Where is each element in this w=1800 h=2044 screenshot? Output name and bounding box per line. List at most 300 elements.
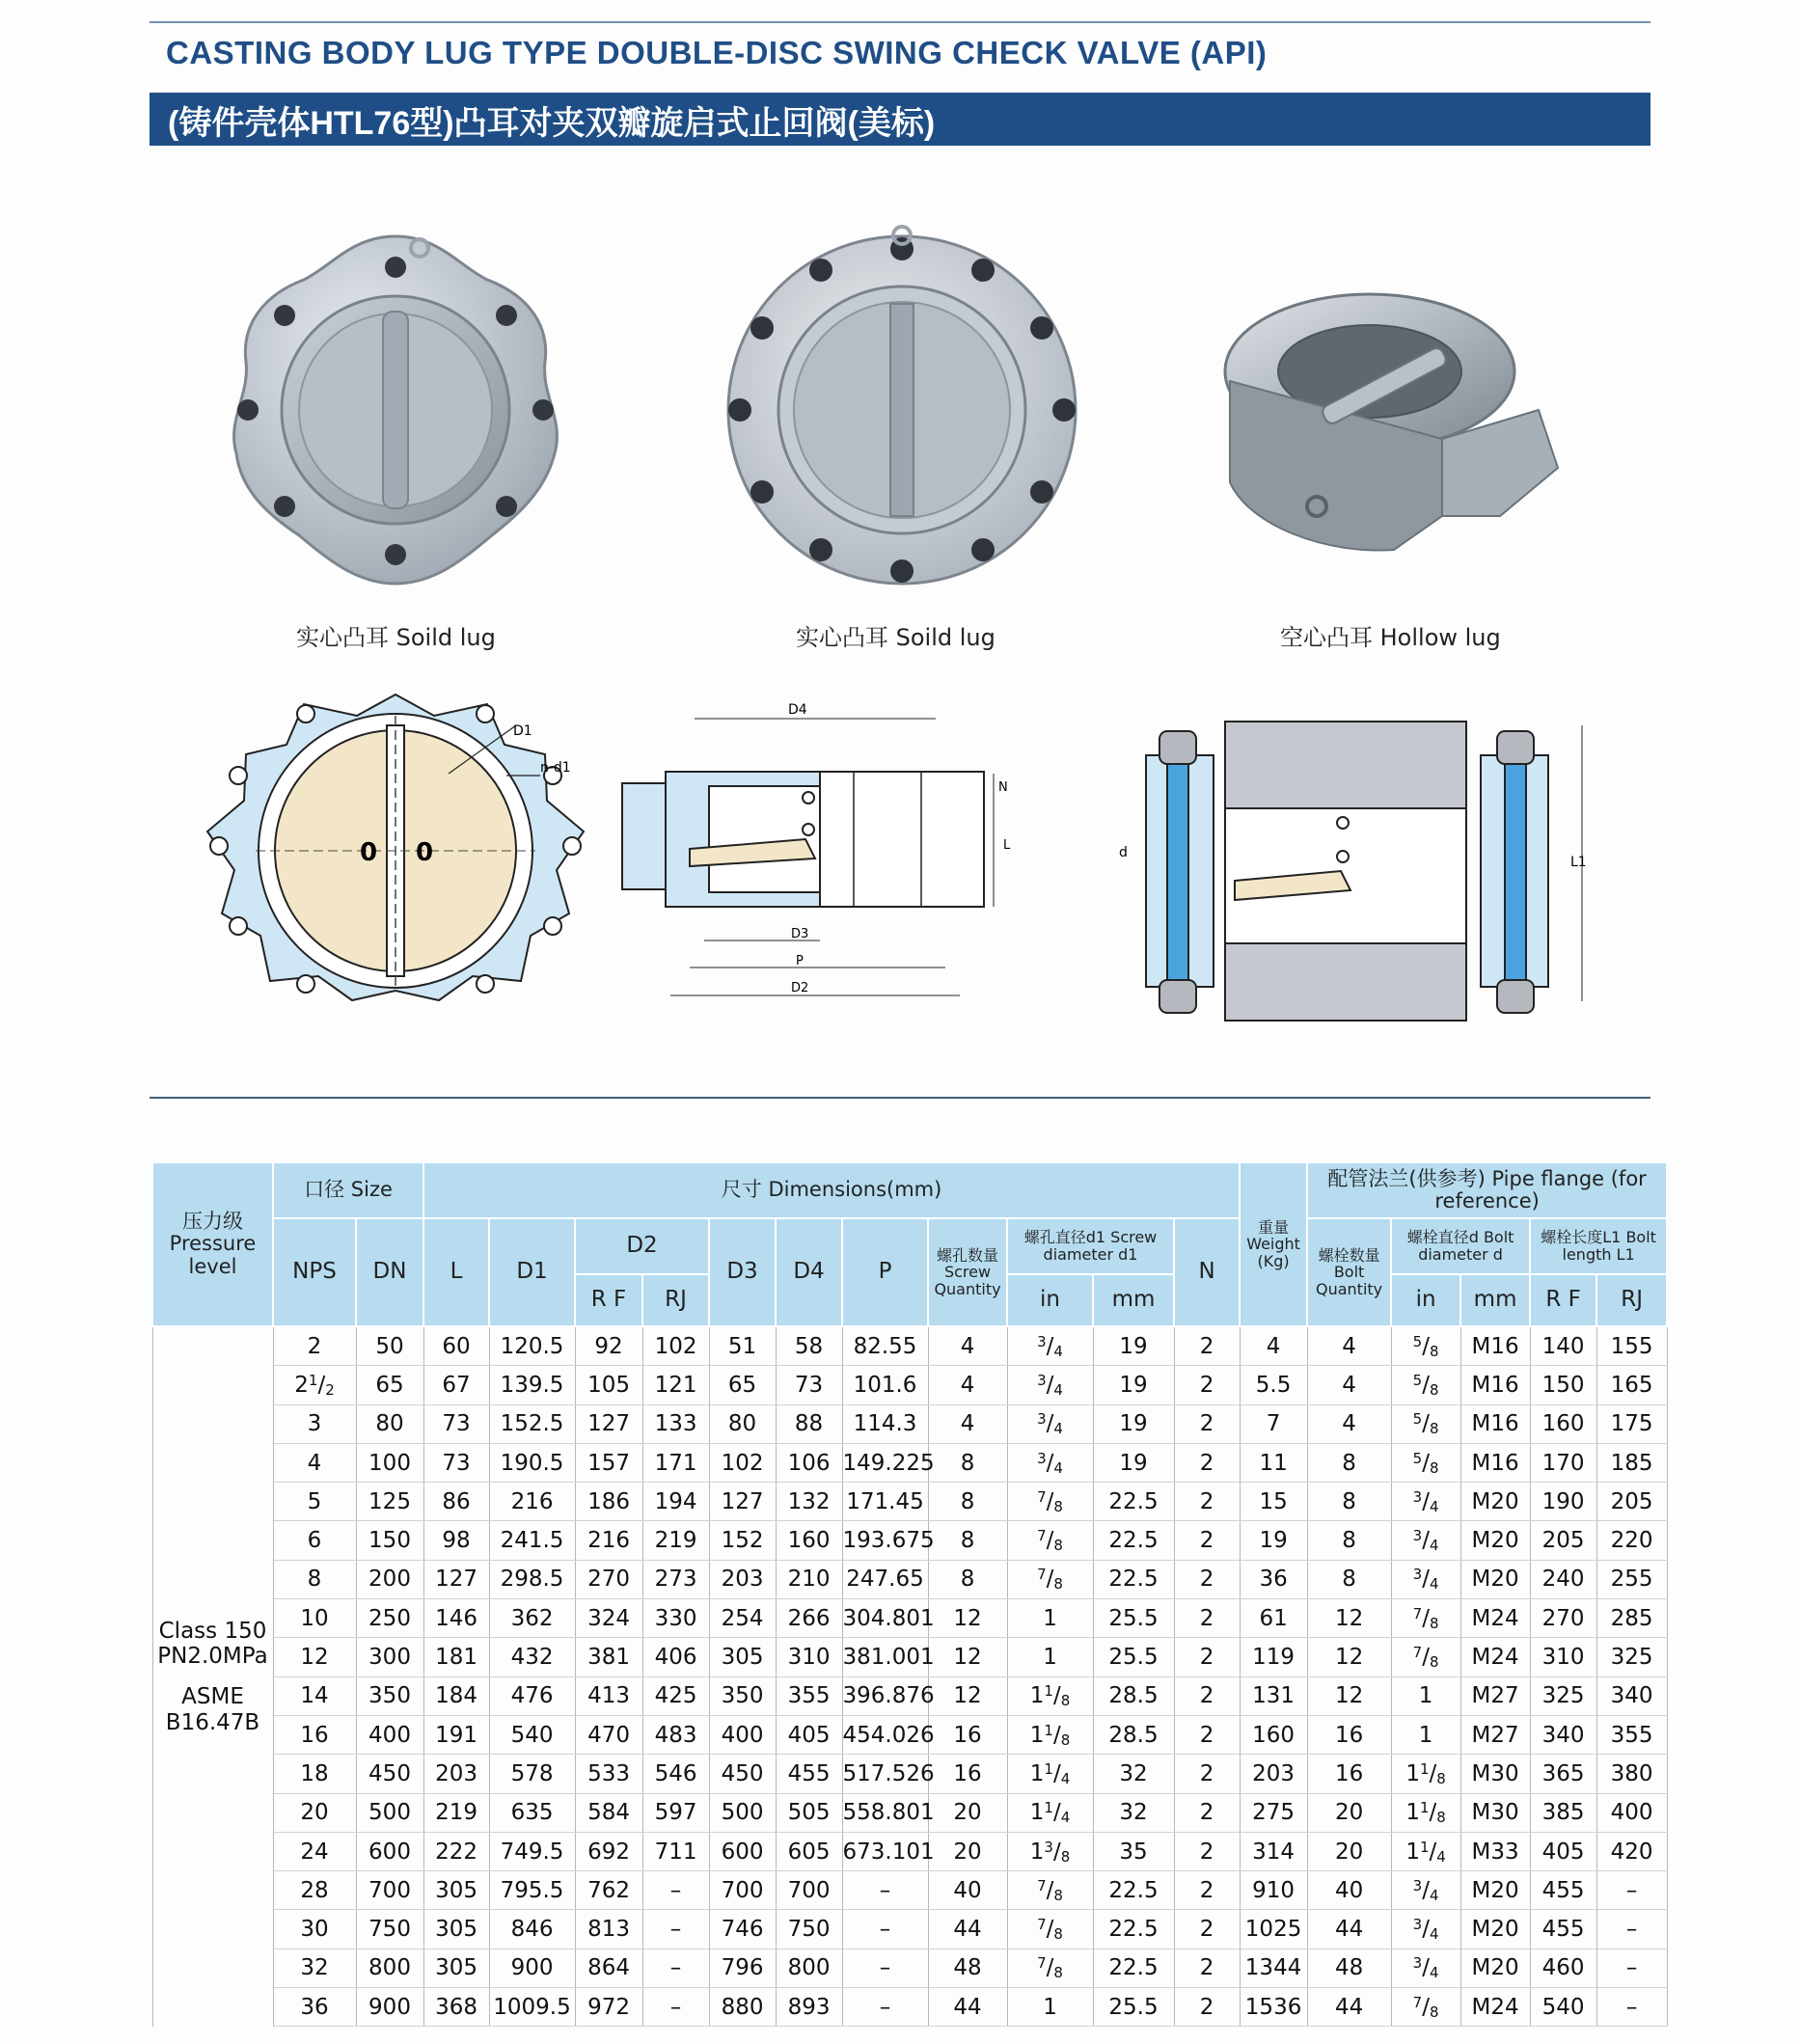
cell-d1: 476 xyxy=(489,1676,575,1715)
solid-lug-valve-photo xyxy=(217,227,574,593)
cell-bmm: M30 xyxy=(1460,1755,1530,1793)
table-row xyxy=(152,1715,1667,1754)
cell-p: – xyxy=(842,1949,928,1987)
cell-nps: 8 xyxy=(273,1560,356,1598)
section-divider xyxy=(150,1097,1650,1099)
cell-smm: 22.5 xyxy=(1093,1949,1174,1987)
cell-bq: 4 xyxy=(1307,1326,1391,1366)
cell-dn: 350 xyxy=(356,1676,423,1715)
cell-sq: 4 xyxy=(928,1366,1007,1404)
cell-smm: 35 xyxy=(1093,1832,1174,1870)
cell-d3: 203 xyxy=(709,1560,776,1598)
cell-nps: 20 xyxy=(273,1793,356,1832)
table-row xyxy=(152,1871,1667,1910)
cell-lrf: 365 xyxy=(1530,1755,1596,1793)
cell-w: 1025 xyxy=(1240,1910,1307,1949)
cell-d4: 106 xyxy=(776,1443,842,1482)
cell-d2rj: – xyxy=(642,1910,709,1949)
header-bolt-length: 螺栓长度L1 Bolt length L1 xyxy=(1530,1218,1667,1274)
cell-sin: $^7/_8$ xyxy=(1007,1871,1093,1910)
cell-n: 2 xyxy=(1174,1910,1240,1949)
cell-w: 119 xyxy=(1240,1638,1307,1676)
top-rule xyxy=(150,21,1650,23)
cell-sin: 1 xyxy=(1007,1638,1093,1676)
cell-d4: 605 xyxy=(776,1832,842,1870)
cell-dn: 200 xyxy=(356,1560,423,1598)
cell-l: 127 xyxy=(423,1560,489,1598)
photo-caption-1: 实心凸耳 Soild lug xyxy=(296,624,496,651)
cell-lrf: 160 xyxy=(1530,1404,1596,1443)
cell-nps: 12 xyxy=(273,1638,356,1676)
cell-bmm: M20 xyxy=(1460,1871,1530,1910)
cell-bq: 16 xyxy=(1307,1715,1391,1754)
header-d3: D3 xyxy=(709,1218,776,1326)
cell-p: – xyxy=(842,1871,928,1910)
cell-bmm: M27 xyxy=(1460,1715,1530,1754)
cell-d1: 298.5 xyxy=(489,1560,575,1598)
cell-bmm: M24 xyxy=(1460,1638,1530,1676)
cell-bmm: M24 xyxy=(1460,1599,1530,1638)
page-title: CASTING BODY LUG TYPE DOUBLE-DISC SWING CHECK VALVE (API) xyxy=(166,35,1268,70)
cell-p: 193.675 xyxy=(842,1521,928,1560)
cell-sq: 8 xyxy=(928,1560,1007,1598)
cell-lrf: 310 xyxy=(1530,1638,1596,1676)
cell-sq: 4 xyxy=(928,1326,1007,1366)
cell-bq: 8 xyxy=(1307,1521,1391,1560)
cell-l: 67 xyxy=(423,1366,489,1404)
cell-d2rj: 406 xyxy=(642,1638,709,1676)
header-screw-in: in xyxy=(1007,1274,1093,1326)
cell-d1: 540 xyxy=(489,1715,575,1754)
cell-bmm: M20 xyxy=(1460,1949,1530,1987)
cell-l: 305 xyxy=(423,1949,489,1987)
cell-n: 2 xyxy=(1174,1832,1240,1870)
cell-sq: 48 xyxy=(928,1949,1007,1987)
cell-sq: 20 xyxy=(928,1832,1007,1870)
table-row xyxy=(152,1638,1667,1676)
hollow-lug-valve-photo xyxy=(1211,275,1568,559)
cell-d2rf: 413 xyxy=(575,1676,642,1715)
header-nps: NPS xyxy=(273,1218,356,1326)
cell-nps: 30 xyxy=(273,1910,356,1949)
cell-nps: 24 xyxy=(273,1832,356,1870)
cell-dn: 65 xyxy=(356,1366,423,1404)
cell-w: 131 xyxy=(1240,1676,1307,1715)
cell-d4: 132 xyxy=(776,1483,842,1521)
cell-d2rj: 273 xyxy=(642,1560,709,1598)
cell-smm: 25.5 xyxy=(1093,1599,1174,1638)
cell-lrj: 325 xyxy=(1596,1638,1667,1676)
table-row xyxy=(152,1483,1667,1521)
d3-label: D3 xyxy=(791,927,809,941)
cell-bin: 1 xyxy=(1391,1676,1460,1715)
cell-d2rj: 330 xyxy=(642,1599,709,1638)
cell-d2rj: – xyxy=(642,1949,709,1987)
cell-n: 2 xyxy=(1174,1871,1240,1910)
cell-bq: 40 xyxy=(1307,1871,1391,1910)
header-length-rf: R F xyxy=(1530,1274,1596,1326)
cell-smm: 25.5 xyxy=(1093,1988,1174,2027)
header-d2-rj: RJ xyxy=(642,1274,709,1326)
cell-n: 2 xyxy=(1174,1366,1240,1404)
cell-dn: 600 xyxy=(356,1832,423,1870)
cell-p: 558.801 xyxy=(842,1793,928,1832)
table-row xyxy=(152,1404,1667,1443)
cell-sin: $^7/_8$ xyxy=(1007,1949,1093,1987)
cell-sq: 8 xyxy=(928,1521,1007,1560)
spec-table xyxy=(151,1161,1668,2027)
cell-d2rj: 171 xyxy=(642,1443,709,1482)
header-length-rj: RJ xyxy=(1596,1274,1667,1326)
cell-bq: 20 xyxy=(1307,1832,1391,1870)
cell-bin: $^3/_4$ xyxy=(1391,1871,1460,1910)
cell-bmm: M24 xyxy=(1460,1988,1530,2027)
solid-lug-valve-photo xyxy=(719,222,1085,593)
cell-lrf: 405 xyxy=(1530,1832,1596,1870)
cell-nps: $2^1/_2$ xyxy=(273,1366,356,1404)
cell-lrf: 150 xyxy=(1530,1366,1596,1404)
cell-d1: 190.5 xyxy=(489,1443,575,1482)
cell-lrf: 170 xyxy=(1530,1443,1596,1482)
cell-nps: 14 xyxy=(273,1676,356,1715)
cell-p: 454.026 xyxy=(842,1715,928,1754)
cell-d4: 455 xyxy=(776,1755,842,1793)
cell-d2rf: 470 xyxy=(575,1715,642,1754)
cell-lrf: 205 xyxy=(1530,1521,1596,1560)
cell-bmm: M20 xyxy=(1460,1483,1530,1521)
table-row xyxy=(152,1988,1667,2027)
cell-w: 19 xyxy=(1240,1521,1307,1560)
disc-mark-right: 0 xyxy=(416,838,434,867)
cell-dn: 150 xyxy=(356,1521,423,1560)
table-row xyxy=(152,1326,1667,1366)
cell-bmm: M16 xyxy=(1460,1326,1530,1366)
cell-smm: 22.5 xyxy=(1093,1560,1174,1598)
header-bolt-mm: mm xyxy=(1460,1274,1530,1326)
header-bolt-in: in xyxy=(1391,1274,1460,1326)
cell-lrf: 325 xyxy=(1530,1676,1596,1715)
cell-sin: $1^1/_8$ xyxy=(1007,1715,1093,1754)
cell-lrj: 220 xyxy=(1596,1521,1667,1560)
cell-bin: $^3/_4$ xyxy=(1391,1910,1460,1949)
cell-d4: 73 xyxy=(776,1366,842,1404)
header-bolt-diameter: 螺栓直径d Bolt diameter d xyxy=(1391,1218,1530,1274)
cell-d1: 241.5 xyxy=(489,1521,575,1560)
cell-d2rf: 381 xyxy=(575,1638,642,1676)
pressure-level-line2: PN2.0MPa xyxy=(157,1643,268,1669)
header-pressure-level: 压力级 Pressure level xyxy=(152,1162,273,1326)
cell-l: 305 xyxy=(423,1910,489,1949)
cell-lrf: 385 xyxy=(1530,1793,1596,1832)
cell-p: 396.876 xyxy=(842,1676,928,1715)
cell-lrf: 190 xyxy=(1530,1483,1596,1521)
cell-dn: 500 xyxy=(356,1793,423,1832)
cell-sq: 8 xyxy=(928,1483,1007,1521)
header-l: L xyxy=(423,1218,489,1326)
cell-smm: 22.5 xyxy=(1093,1521,1174,1560)
cell-n: 2 xyxy=(1174,1521,1240,1560)
cell-sin: $^3/_4$ xyxy=(1007,1326,1093,1366)
cell-smm: 19 xyxy=(1093,1443,1174,1482)
header-screw-diameter: 螺孔直径d1 Screw diameter d1 xyxy=(1007,1218,1174,1274)
cell-n: 2 xyxy=(1174,1988,1240,2027)
cell-n: 2 xyxy=(1174,1560,1240,1598)
cell-l: 203 xyxy=(423,1755,489,1793)
cell-lrj: 285 xyxy=(1596,1599,1667,1638)
cell-sin: 1 xyxy=(1007,1599,1093,1638)
side-section-diagram xyxy=(617,695,1051,1013)
cell-w: 15 xyxy=(1240,1483,1307,1521)
cell-lrj: 165 xyxy=(1596,1366,1667,1404)
table-row xyxy=(152,1599,1667,1638)
cell-bq: 8 xyxy=(1307,1483,1391,1521)
cell-nps: 32 xyxy=(273,1949,356,1987)
cell-nps: 36 xyxy=(273,1988,356,2027)
cell-d2rf: 186 xyxy=(575,1483,642,1521)
cell-w: 203 xyxy=(1240,1755,1307,1793)
n-label: N xyxy=(998,780,1008,795)
cell-sq: 12 xyxy=(928,1599,1007,1638)
cell-bin: $^3/_4$ xyxy=(1391,1521,1460,1560)
cell-dn: 750 xyxy=(356,1910,423,1949)
pressure-level-line4: B16.47B xyxy=(165,1709,260,1735)
cell-bq: 4 xyxy=(1307,1404,1391,1443)
cell-l: 305 xyxy=(423,1871,489,1910)
cell-d4: 210 xyxy=(776,1560,842,1598)
cell-bin: $^5/_8$ xyxy=(1391,1326,1460,1366)
cell-d3: 152 xyxy=(709,1521,776,1560)
cell-d2rf: 157 xyxy=(575,1443,642,1482)
table-row xyxy=(152,1755,1667,1793)
cell-bq: 8 xyxy=(1307,1560,1391,1598)
cell-lrf: 540 xyxy=(1530,1988,1596,2027)
cell-l: 73 xyxy=(423,1443,489,1482)
cell-d2rj: 133 xyxy=(642,1404,709,1443)
cell-sin: $1^1/_4$ xyxy=(1007,1793,1093,1832)
nd1-label: n-d1 xyxy=(540,760,571,776)
cell-d2rf: 127 xyxy=(575,1404,642,1443)
cell-bq: 44 xyxy=(1307,1910,1391,1949)
cell-bin: $1^1/_8$ xyxy=(1391,1755,1460,1793)
cell-d1: 900 xyxy=(489,1949,575,1987)
header-d2-rf: R F xyxy=(575,1274,642,1326)
cell-lrf: 140 xyxy=(1530,1326,1596,1366)
header-d4: D4 xyxy=(776,1218,842,1326)
cell-n: 2 xyxy=(1174,1404,1240,1443)
cell-d2rj: – xyxy=(642,1871,709,1910)
cell-lrf: 240 xyxy=(1530,1560,1596,1598)
d2-label: D2 xyxy=(791,981,809,995)
cell-n: 2 xyxy=(1174,1483,1240,1521)
cell-bin: $^7/_8$ xyxy=(1391,1599,1460,1638)
cell-w: 1536 xyxy=(1240,1988,1307,2027)
cell-d4: 700 xyxy=(776,1871,842,1910)
cell-d3: 880 xyxy=(709,1988,776,2027)
cell-w: 275 xyxy=(1240,1793,1307,1832)
cell-d1: 1009.5 xyxy=(489,1988,575,2027)
table-row xyxy=(152,1366,1667,1404)
cell-n: 2 xyxy=(1174,1443,1240,1482)
cell-d2rf: 864 xyxy=(575,1949,642,1987)
cell-bmm: M16 xyxy=(1460,1404,1530,1443)
header-pipe-flange: 配管法兰(供参考) Pipe flange (for reference) xyxy=(1307,1162,1667,1218)
cell-p: 114.3 xyxy=(842,1404,928,1443)
cell-nps: 18 xyxy=(273,1755,356,1793)
cell-p: 149.225 xyxy=(842,1443,928,1482)
cell-sin: $^7/_8$ xyxy=(1007,1560,1093,1598)
cell-sin: $^3/_4$ xyxy=(1007,1443,1093,1482)
cell-d2rj: 711 xyxy=(642,1832,709,1870)
cell-bin: $^3/_4$ xyxy=(1391,1560,1460,1598)
cell-sq: 12 xyxy=(928,1676,1007,1715)
cell-bq: 4 xyxy=(1307,1366,1391,1404)
pressure-level-line1: Class 150 xyxy=(158,1618,267,1644)
cell-w: 4 xyxy=(1240,1326,1307,1366)
cell-lrf: 455 xyxy=(1530,1910,1596,1949)
cell-bq: 12 xyxy=(1307,1599,1391,1638)
cell-lrj: 205 xyxy=(1596,1483,1667,1521)
cell-bin: $^7/_8$ xyxy=(1391,1988,1460,2027)
cell-smm: 19 xyxy=(1093,1404,1174,1443)
cell-lrf: 455 xyxy=(1530,1871,1596,1910)
cell-smm: 22.5 xyxy=(1093,1483,1174,1521)
cell-smm: 25.5 xyxy=(1093,1638,1174,1676)
cell-l: 222 xyxy=(423,1832,489,1870)
front-view-diagram xyxy=(198,687,593,1010)
cell-d2rj: – xyxy=(642,1988,709,2027)
table-row xyxy=(152,1521,1667,1560)
cell-d3: 51 xyxy=(709,1326,776,1366)
cell-d3: 254 xyxy=(709,1599,776,1638)
cell-d2rj: 483 xyxy=(642,1715,709,1754)
cell-d2rf: 270 xyxy=(575,1560,642,1598)
cell-smm: 19 xyxy=(1093,1366,1174,1404)
cell-bmm: M20 xyxy=(1460,1560,1530,1598)
photo-caption-3: 空心凸耳 Hollow lug xyxy=(1280,624,1501,651)
d-label: d xyxy=(1119,845,1128,860)
table-row xyxy=(152,1676,1667,1715)
cell-nps: 5 xyxy=(273,1483,356,1521)
cell-w: 314 xyxy=(1240,1832,1307,1870)
cell-lrj: 420 xyxy=(1596,1832,1667,1870)
table-row xyxy=(152,1910,1667,1949)
cell-bin: $1^1/_4$ xyxy=(1391,1832,1460,1870)
table-row xyxy=(152,1560,1667,1598)
header-screw-mm: mm xyxy=(1093,1274,1174,1326)
cell-w: 36 xyxy=(1240,1560,1307,1598)
cell-w: 5.5 xyxy=(1240,1366,1307,1404)
cell-d2rf: 92 xyxy=(575,1326,642,1366)
cell-d2rj: 102 xyxy=(642,1326,709,1366)
cell-dn: 100 xyxy=(356,1443,423,1482)
cell-d4: 160 xyxy=(776,1521,842,1560)
cell-lrf: 460 xyxy=(1530,1949,1596,1987)
cell-smm: 28.5 xyxy=(1093,1715,1174,1754)
cell-n: 2 xyxy=(1174,1638,1240,1676)
cell-nps: 10 xyxy=(273,1599,356,1638)
cell-d1: 152.5 xyxy=(489,1404,575,1443)
cell-d3: 500 xyxy=(709,1793,776,1832)
cell-dn: 450 xyxy=(356,1755,423,1793)
cell-d2rj: 219 xyxy=(642,1521,709,1560)
cell-p: – xyxy=(842,1988,928,2027)
cell-bmm: M33 xyxy=(1460,1832,1530,1870)
cell-l: 184 xyxy=(423,1676,489,1715)
cell-smm: 32 xyxy=(1093,1793,1174,1832)
cell-d2rf: 813 xyxy=(575,1910,642,1949)
cell-lrj: 380 xyxy=(1596,1755,1667,1793)
cell-dn: 50 xyxy=(356,1326,423,1366)
header-dimensions: 尺寸 Dimensions(mm) xyxy=(423,1162,1240,1218)
l1-label: L1 xyxy=(1570,855,1587,870)
cell-bin: $^5/_8$ xyxy=(1391,1366,1460,1404)
cell-p: – xyxy=(842,1910,928,1949)
header-weight: 重量 Weight (Kg) xyxy=(1240,1162,1307,1326)
cell-nps: 4 xyxy=(273,1443,356,1482)
table-row xyxy=(152,1832,1667,1870)
header-size: 口径 Size xyxy=(273,1162,423,1218)
cell-bmm: M20 xyxy=(1460,1521,1530,1560)
cell-d3: 350 xyxy=(709,1676,776,1715)
cell-bin: $^5/_8$ xyxy=(1391,1443,1460,1482)
cell-sin: $1^1/_4$ xyxy=(1007,1755,1093,1793)
photo-caption-2: 实心凸耳 Soild lug xyxy=(796,624,995,651)
cell-d4: 750 xyxy=(776,1910,842,1949)
cell-sin: $^7/_8$ xyxy=(1007,1521,1093,1560)
cell-dn: 700 xyxy=(356,1871,423,1910)
cell-d4: 88 xyxy=(776,1404,842,1443)
cell-sq: 44 xyxy=(928,1988,1007,2027)
header-d1: D1 xyxy=(489,1218,575,1326)
cell-w: 11 xyxy=(1240,1443,1307,1482)
cell-nps: 28 xyxy=(273,1871,356,1910)
cell-nps: 16 xyxy=(273,1715,356,1754)
cell-bq: 20 xyxy=(1307,1793,1391,1832)
cell-w: 61 xyxy=(1240,1599,1307,1638)
cell-l: 73 xyxy=(423,1404,489,1443)
cell-bq: 16 xyxy=(1307,1755,1391,1793)
cell-smm: 19 xyxy=(1093,1326,1174,1366)
cell-p: 517.526 xyxy=(842,1755,928,1793)
cell-lrj: – xyxy=(1596,1988,1667,2027)
header-p: P xyxy=(842,1218,928,1326)
cell-d3: 80 xyxy=(709,1404,776,1443)
cell-bq: 44 xyxy=(1307,1988,1391,2027)
cell-lrj: – xyxy=(1596,1949,1667,1987)
cell-d1: 846 xyxy=(489,1910,575,1949)
pressure-level-line3: ASME xyxy=(181,1684,244,1710)
cell-bin: $1^1/_8$ xyxy=(1391,1793,1460,1832)
cell-nps: 3 xyxy=(273,1404,356,1443)
cell-sin: $^7/_8$ xyxy=(1007,1910,1093,1949)
cell-d2rf: 533 xyxy=(575,1755,642,1793)
cell-dn: 125 xyxy=(356,1483,423,1521)
cell-nps: 6 xyxy=(273,1521,356,1560)
cell-d2rj: 425 xyxy=(642,1676,709,1715)
cell-p: 673.101 xyxy=(842,1832,928,1870)
cell-smm: 22.5 xyxy=(1093,1910,1174,1949)
cell-d2rf: 105 xyxy=(575,1366,642,1404)
disc-mark-left: 0 xyxy=(360,838,378,867)
cell-d3: 305 xyxy=(709,1638,776,1676)
cell-d1: 120.5 xyxy=(489,1326,575,1366)
cell-d1: 432 xyxy=(489,1638,575,1676)
cell-sq: 12 xyxy=(928,1638,1007,1676)
cell-d3: 600 xyxy=(709,1832,776,1870)
cell-dn: 80 xyxy=(356,1404,423,1443)
cell-d4: 58 xyxy=(776,1326,842,1366)
cell-p: 304.801 xyxy=(842,1599,928,1638)
